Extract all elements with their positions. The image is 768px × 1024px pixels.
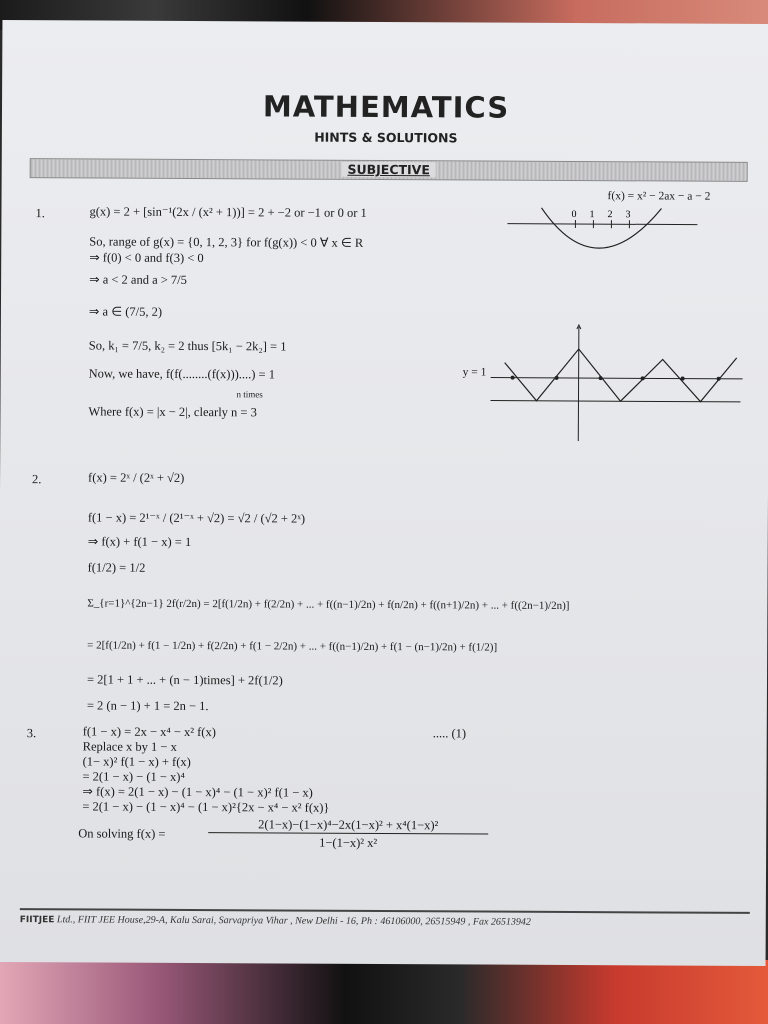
tick-2: 2 (607, 209, 613, 221)
tick-0: 0 (571, 208, 577, 221)
problem-2-line-6: = 2[f(1/2n) + f(1 − 1/2n) + f(2/2n) + f(1 − 2/2n) + ... + f((n−1)/2n) + f(1 − (n−1)/2n) + f(1/2)] (87, 639, 498, 654)
background-bottom (0, 960, 768, 1024)
n-times-label: n times (236, 389, 263, 400)
footer-brand: FIITJEE (19, 915, 55, 926)
tick-1: 1 (589, 209, 595, 221)
problem-3-line-2: Replace x by 1 − x (82, 739, 177, 754)
problem-2-line-7: = 2[1 + 1 + ... + (n − 1)times] + 2f(1/2) (86, 672, 283, 688)
problem-1-line-6: So, k₁ = 7/5, k₂ = 2 thus [5k₁ − 2k₂] = 1 (88, 338, 287, 354)
document-page (0, 20, 768, 966)
problem-2-line-2: f(1 − x) = 2¹⁻ˣ / (2¹⁻ˣ + √2) = √2 / (√2 + 2ˣ) (87, 510, 306, 526)
problem-2-number: 2. (32, 472, 42, 487)
section-label: SUBJECTIVE (341, 162, 436, 177)
problem-3-line-6: = 2(1 − x) − (1 − x)⁴ − (1 − x)²{2x − x⁴ − x² f(x)} (82, 799, 330, 815)
problem-2-line-3: ⇒ f(x) + f(1 − x) = 1 (87, 534, 192, 549)
problem-3-line-5: ⇒ f(x) = 2(1 − x) − (1 − x)⁴ − (1 − x)² f(1 − x) (82, 784, 313, 800)
problem-2-line-5: Σ_{r=1}^{2n−1} 2f(r/2n) = 2[f(1/2n) + f(2/2n) + ... + f((n−1)/2n) + f(n/2n) + f((n+1)/2n) + ... + f((2n−1)/2n)] (87, 597, 570, 612)
tick-3: 3 (625, 209, 631, 221)
problem-3-line-3: (1− x)² f(1 − x) + f(x) (82, 754, 191, 769)
problem-3-line-1: f(1 − x) = 2x − x⁴ − x² f(x) (82, 724, 216, 740)
problem-1-number: 1. (35, 206, 45, 221)
problem-2-line-1: f(x) = 2ˣ / (2ˣ + √2) (88, 470, 185, 485)
page-subtitle: HINTS & SOLUTIONS (314, 129, 458, 146)
problem-3-solve-prefix: On solving f(x) = (78, 826, 166, 841)
graph-1-label: f(x) = x² − 2ax − a − 2 (607, 190, 711, 203)
problem-3-line-4: = 2(1 − x) − (1 − x)⁴ (82, 769, 185, 784)
problem-1-line-2: So, range of g(x) = {0, 1, 2, 3} for f(g(x)) < 0 ∀ x ∈ R (89, 234, 364, 250)
section-band (30, 158, 748, 182)
problem-1-line-4: ⇒ a < 2 and a > 7/5 (89, 272, 187, 287)
solution-numerator: 2(1−x)−(1−x)⁴−2x(1−x)² + x⁴(1−x)² (208, 817, 488, 834)
equation-reference: ..... (1) (432, 726, 467, 741)
problem-1-line-3: ⇒ f(0) < 0 and f(3) < 0 (89, 250, 204, 266)
problem-3-number: 3. (26, 726, 37, 741)
problem-2-line-8: = 2 (n − 1) + 1 = 2n − 1. (86, 698, 209, 714)
problem-2-line-4: f(1/2) = 1/2 (87, 560, 146, 575)
problem-1-line-7: Now, we have, f(f(........(f(x)))....) = 1 (88, 366, 276, 382)
parabola-graph (501, 203, 701, 264)
page-title: MATHEMATICS (262, 89, 510, 125)
page-footer (20, 908, 750, 929)
footer-text: Ltd., FIIT JEE House,29-A, Kalu Sarai, Sarvapriya Vihar , New Delhi - 16, Ph : 46106000, 26515949 , Fax 26513942 (56, 914, 531, 928)
problem-1-line-5: ⇒ a ∈ (7/5, 2) (88, 304, 163, 319)
solution-denominator: 1−(1−x)² x² (319, 835, 378, 850)
graph-2-label: y = 1 (462, 366, 487, 379)
problem-1-line-8: Where f(x) = |x − 2|, clearly n = 3 (88, 404, 257, 420)
problem-1-line-1: g(x) = 2 + [sin⁻¹(2x / (x² + 1))] = 2 + −2 or −1 or 0 or 1 (89, 204, 367, 220)
zigzag-graph (490, 323, 751, 444)
